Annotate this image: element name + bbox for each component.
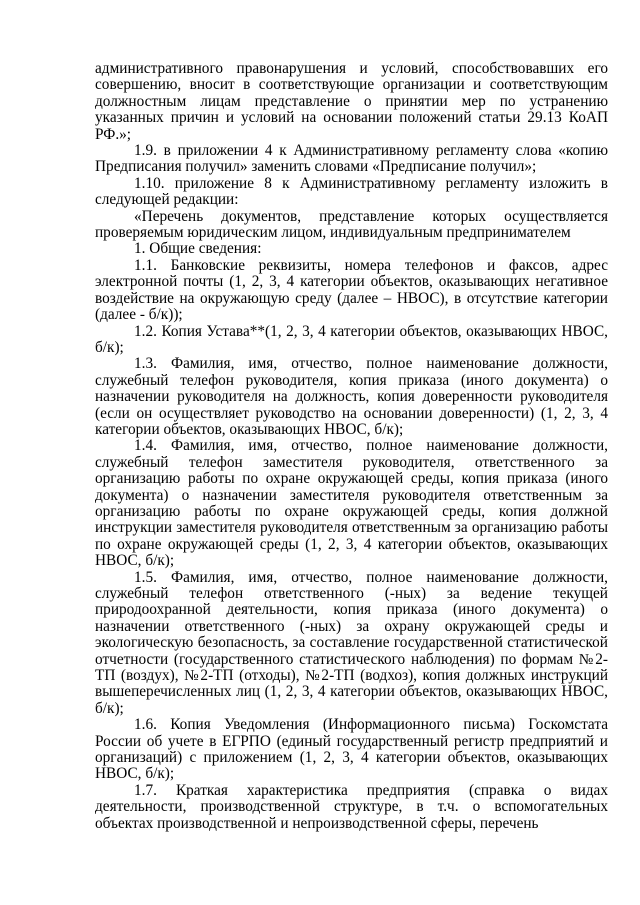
document-page [95,61,608,832]
paragraph: 1.7. Краткая характеристика предприятия (справка о видах деятельности, производственной структуре, в т.ч. о вспомогательных объектах производственной и непроизводственной сферы, перечень [95,781,608,832]
paragraph: 1.6. Копия Уведомления (Информационного письма) Госкомстата России об учете в ЕГРПО (единый государственный регистр предприятий и организаций) с приложением (1, 2, 3, 4 категории объектов, оказывающих НВОС, б/к); [95,716,608,783]
paragraph: 1.9. в приложении 4 к Административному регламенту слова «копию Предписания получил» заменить словами «Предписание получил»; [95,142,608,176]
section-heading: 1. Общие сведения: [134,240,262,258]
paragraph: «Перечень документов, представление которых осуществляется проверяемым юридическим лицом, индивидуальным предпринимателем [95,207,608,242]
paragraph: 1.3. Фамилия, имя, отчество, полное наименование должности, служебный телефон руководителя, копия приказа (иного документа) о назначении руководителя на должность, копия доверенности руководителя (если он осуществляет руководство на основании доверенности) (1, 2, 3, 4 категории объектов, оказывающих НВОС, б/к); [95,355,608,438]
paragraph: 1.10. приложение 8 к Административному регламенту изложить в следующей редакции: [95,174,608,209]
paragraph: 1.4. Фамилия, имя, отчество, полное наименование должности, служебный телефон заместителя руководителя, ответственного за организацию работы по охране окружающей среды, копия приказа (иного документа) о назначении заместителя руководителя ответственным за организацию работы по охране окружающей среды, копия должной инструкции заместителя руководителя ответственным за организацию работы по охране окружающей среды (1, 2, 3, 4 категории объектов, оказывающих НВОС, б/к); [95,437,608,570]
paragraph: административного правонарушения и условий, способствовавших его совершению, вносит в соответствующие организации и соответствующим должностным лицам представление о принятии мер по устранению указанных причин и условий на основании положений статьи 29.13 КоАП РФ.»; [95,60,608,143]
paragraph: 1.5. Фамилия, имя, отчество, полное наименование должности, служебный телефон ответственного (-ных) за ведение текущей природоохранной деятельности, копия приказа (иного документа) о назначении ответственного (-ных) за охрану окружающей среды и экологическую безопасность, за составление государственной статистической отчетности (государственного статистического наблюдения) по формам №2-ТП (воздух), №2-ТП (отходы), №2-ТП (водхоз), копия должных инструкций вышеперечисленных лиц (1, 2, 3, 4 категории объектов, оказывающих НВОС, б/к); [95,568,608,717]
paragraph: 1.1. Банковские реквизиты, номера телефонов и факсов, адрес электронной почты (1, 2, 3, 4 категории объектов, оказывающих негативное воздействие на окружающую среду (далее – НВОС), в отсутствие категории (далее - б/к)); [95,256,608,324]
paragraph: 1.2. Копия Устава**(1, 2, 3, 4 категории объектов, оказывающих НВОС, б/к); [95,322,608,356]
